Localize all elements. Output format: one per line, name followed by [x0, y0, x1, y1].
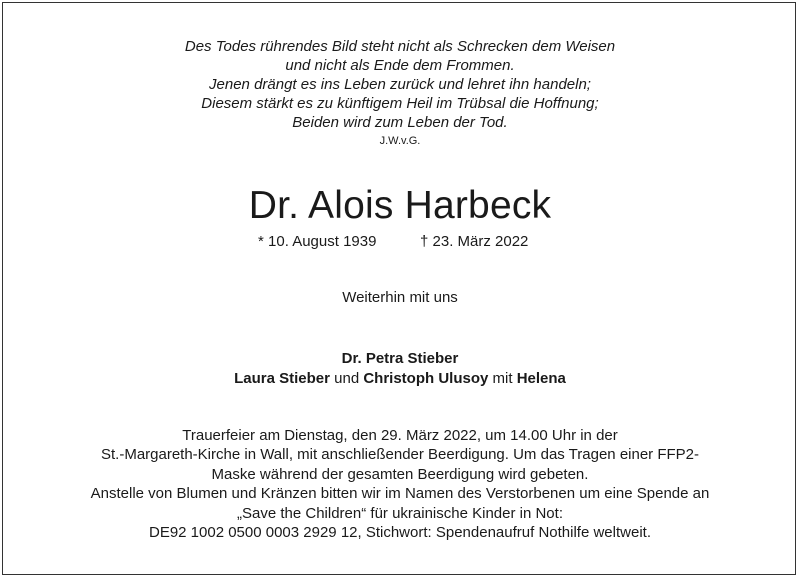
connector-text: mit: [488, 370, 517, 387]
mourner-name: Christoph Ulusoy: [363, 370, 489, 387]
mourner-line: [0, 349, 800, 369]
connector-text: und: [329, 370, 364, 387]
notice-line: „Save the Children“ für ukrainische Kinder in Not:: [237, 504, 563, 522]
notice-line: Trauerfeier am Dienstag, den 29. März 2022, um 14.00 Uhr in der: [182, 427, 618, 444]
poem-line: und nicht als Ende dem Frommen.: [285, 57, 515, 74]
poem-line: Jenen drängt es ins Leben zurück und lehret ihn handeln;: [209, 76, 591, 93]
funeral-notice: [0, 426, 800, 542]
death-date: † 23. März 2022: [420, 233, 529, 250]
poem-quote: [0, 37, 800, 132]
poem-author: J.W.v.G.: [379, 135, 421, 147]
poem-line: Beiden wird zum Leben der Tod.: [292, 114, 508, 131]
deceased-name: Dr. Alois Harbeck: [248, 184, 552, 227]
notice-line: St.-Margareth-Kirche in Wall, mit anschließender Beerdigung. Um das Tragen einer FFP2-: [100, 446, 700, 464]
mourners-block: [0, 349, 800, 389]
poem-line: Diesem stärkt es zu künftigem Heil im Trübsal die Hoffnung;: [201, 95, 599, 112]
notice-line: DE92 1002 0500 0003 2929 12, Stichwort: Spendenaufruf Nothilfe weltweit.: [148, 524, 651, 542]
mourner-name: Helena: [516, 370, 566, 387]
birth-date: * 10. August 1939: [258, 233, 377, 250]
with-us-text: Weiterhin mit uns: [342, 289, 458, 306]
mourner-line: [0, 369, 800, 389]
notice-line: Maske während der gesamten Beerdigung wird gebeten.: [211, 465, 589, 483]
mourner-name: Laura Stieber: [234, 370, 330, 387]
notice-line: Anstelle von Blumen und Kränzen bitten wir im Namen des Verstorbenen um eine Spende an: [90, 485, 710, 503]
mourner-name: Dr. Petra Stieber: [341, 350, 459, 367]
poem-line: Des Todes rührendes Bild steht nicht als Schrecken dem Weisen: [184, 38, 616, 55]
